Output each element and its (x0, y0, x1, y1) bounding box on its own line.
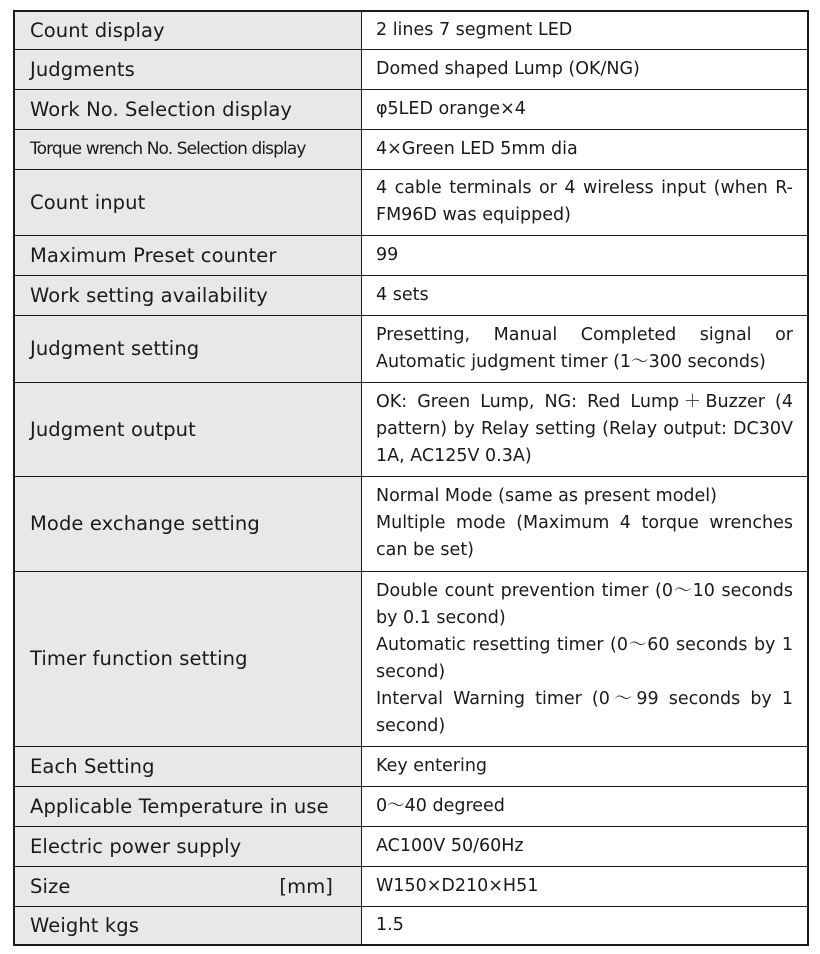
value-line: Interval Warning timer (0～99 seconds by 1 second) (376, 688, 793, 736)
row-label (14, 866, 362, 906)
table-row (14, 826, 808, 866)
table-row (14, 275, 808, 315)
table-row (14, 235, 808, 275)
row-label: Judgments (14, 49, 362, 89)
row-value (362, 235, 809, 275)
value-line: Double count prevention timer (0～10 seconds by 0.1 second) (376, 580, 793, 628)
row-value (362, 906, 809, 945)
row-value (362, 275, 809, 315)
table-row (14, 382, 808, 476)
value-line: 1.5 (376, 914, 404, 935)
value-line: Normal Mode (same as present model) (376, 486, 717, 506)
table-row (14, 786, 808, 826)
row-value (362, 169, 809, 235)
row-value (362, 746, 809, 786)
row-value (362, 382, 809, 476)
value-line: Presetting, Manual Completed signal or Automatic judgment timer (1～300 seconds) (376, 324, 793, 372)
value-line: W150×D210×H51 (376, 875, 539, 896)
value-line: φ5LED orange×4 (376, 98, 526, 119)
table-row (14, 866, 808, 906)
value-line: 4 cable terminals or 4 wireless input (when R-FM96D was equipped) (376, 178, 793, 225)
row-label: Count display (14, 11, 362, 49)
value-line: Domed shaped Lump (OK/NG) (376, 58, 640, 79)
size-unit: [mm] (279, 874, 333, 898)
row-value (362, 571, 809, 746)
row-value (362, 826, 809, 866)
table-row (14, 315, 808, 382)
table-row (14, 746, 808, 786)
value-line: 2 lines 7 segment LED (376, 19, 573, 40)
row-label: Applicable Temperature in use (14, 786, 362, 826)
row-label: Electric power supply (14, 826, 362, 866)
row-label: Work No. Selection display (14, 89, 362, 129)
value-line: 99 (376, 244, 399, 265)
row-label: Count input (14, 169, 362, 235)
size-label-group (30, 875, 361, 898)
row-label: Each Setting (14, 746, 362, 786)
table-row (14, 89, 808, 129)
row-value (362, 866, 809, 906)
value-line: Multiple mode (Maximum 4 torque wrenches can be set) (376, 513, 793, 560)
table-row (14, 169, 808, 235)
table-row (14, 129, 808, 169)
row-label: Mode exchange setting (14, 476, 362, 571)
value-line: 4×Green LED 5mm dia (376, 138, 578, 159)
row-label: Weight kgs (14, 906, 362, 945)
row-value (362, 11, 809, 49)
row-label: Work setting availability (14, 275, 362, 315)
row-label: Timer function setting (14, 571, 362, 746)
specification-table (13, 10, 809, 946)
size-label-text: Size (30, 874, 71, 898)
value-line: 0～40 degreed (376, 795, 505, 816)
value-line: Automatic resetting timer (0～60 seconds by 1 second) (376, 634, 793, 682)
table-row (14, 906, 808, 945)
row-label: Judgment setting (14, 315, 362, 382)
value-line: Key entering (376, 755, 488, 776)
row-value (362, 315, 809, 382)
table-row (14, 571, 808, 746)
row-value (362, 476, 809, 571)
row-value (362, 89, 809, 129)
value-line: OK: Green Lump, NG: Red Lump＋Buzzer (4 pattern) by Relay setting (Relay output: DC30V 1A, AC125V 0.3A) (376, 391, 793, 466)
row-value (362, 49, 809, 89)
value-line: 4 sets (376, 284, 429, 305)
row-label: Torque wrench No. Selection display (14, 129, 362, 169)
row-label: Maximum Preset counter (14, 235, 362, 275)
row-label: Judgment output (14, 382, 362, 476)
value-line: AC100V 50/60Hz (376, 835, 524, 856)
table-row (14, 49, 808, 89)
table-row (14, 11, 808, 49)
row-value (362, 786, 809, 826)
table-row (14, 476, 808, 571)
row-value (362, 129, 809, 169)
